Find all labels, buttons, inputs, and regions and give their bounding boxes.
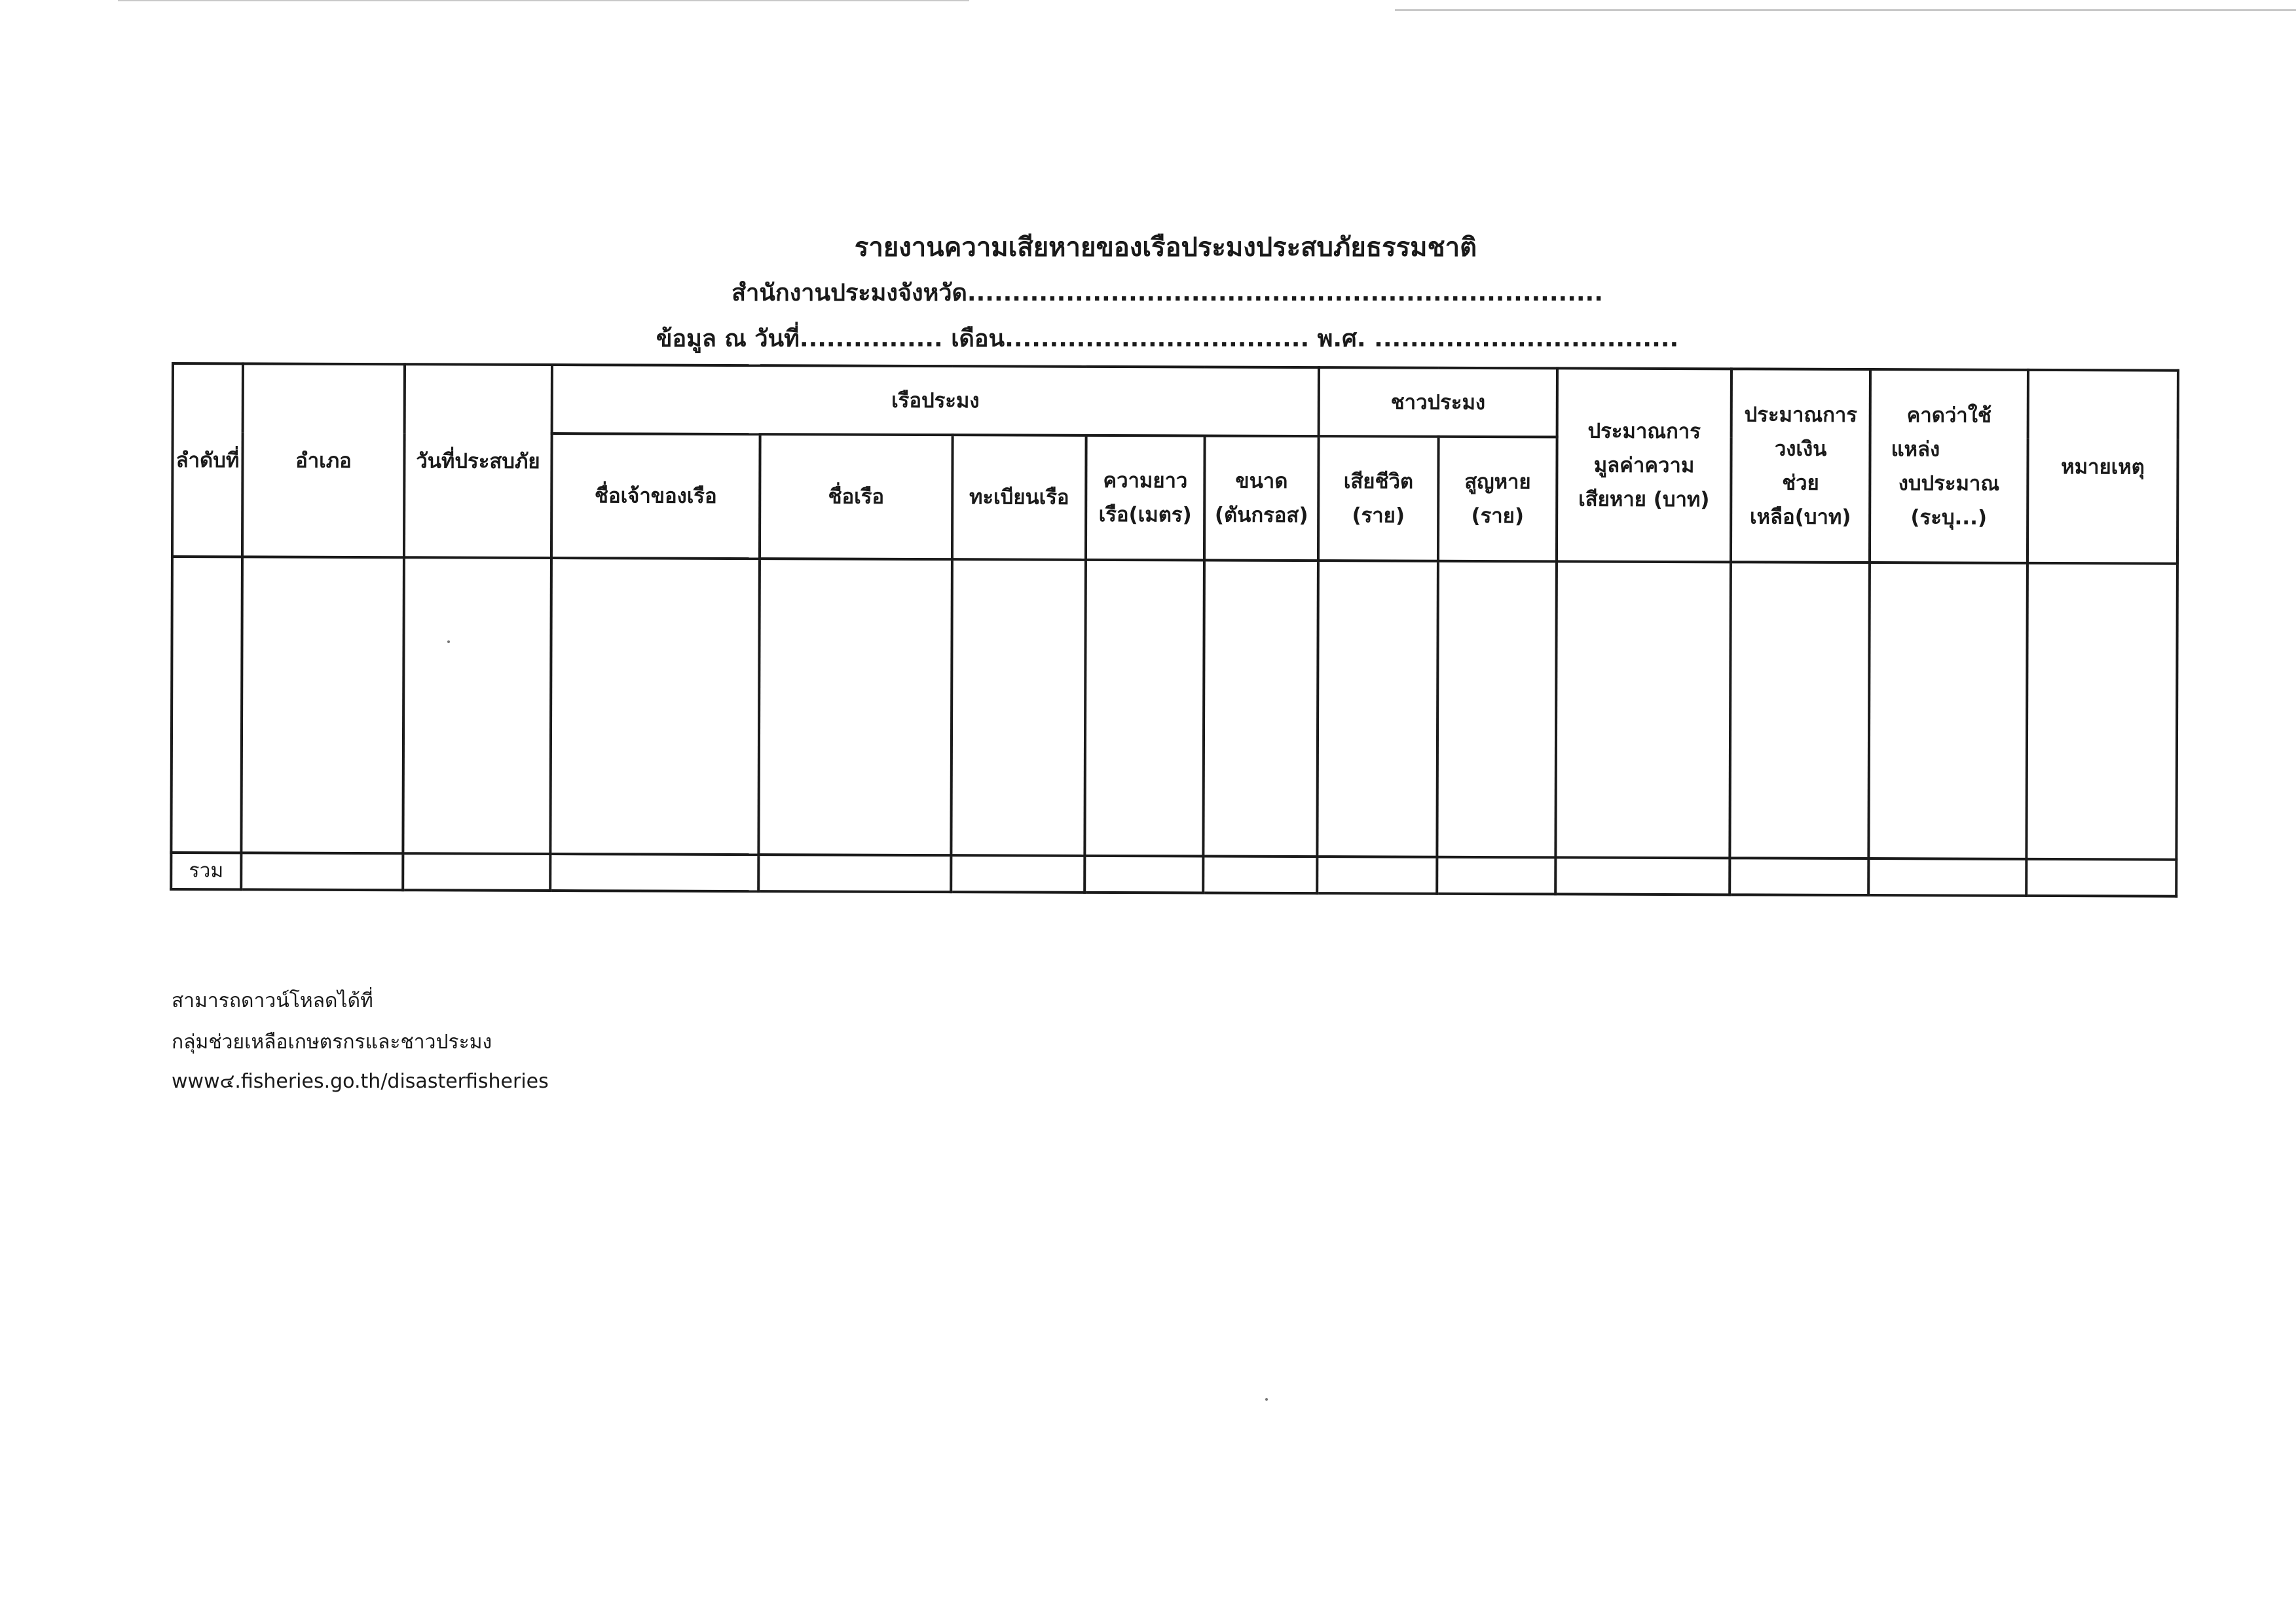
total-cell[interactable] xyxy=(951,855,1084,893)
header-damage-line3: เสียหาย (บาท) xyxy=(1578,487,1710,511)
header-boat-name: ชื่อเรือ xyxy=(760,434,953,559)
header-boat-length xyxy=(1086,435,1205,561)
cell-seq[interactable] xyxy=(171,557,242,853)
office-line: สำนักงานประมงจังหวัด....................................................................... xyxy=(731,280,1603,306)
total-cell[interactable] xyxy=(1084,856,1203,893)
header-source-line4: (ระบุ...) xyxy=(1910,505,1988,530)
header-boat-group: เรือประมง xyxy=(552,365,1319,436)
total-cell[interactable] xyxy=(1317,857,1437,894)
cell-registration[interactable] xyxy=(951,559,1086,856)
header-length-line2: เรือ(เมตร) xyxy=(1098,502,1192,527)
scan-speck xyxy=(1265,1398,1268,1401)
cell-owner-name[interactable] xyxy=(550,558,760,855)
total-cell[interactable] xyxy=(758,855,951,892)
total-row xyxy=(171,853,2176,896)
header-source-line2: แหล่ง xyxy=(1891,437,1940,461)
cell-aid-budget[interactable] xyxy=(1730,562,1870,858)
header-size-line1: ขนาด xyxy=(1235,469,1288,493)
cell-remarks[interactable] xyxy=(2026,563,2177,860)
cell-boat-size[interactable] xyxy=(1203,561,1318,857)
header-remarks: หมายเหตุ xyxy=(2028,370,2178,564)
date-line: ข้อมูล ณ วันที่................ เดือน.................................. พ.ศ. .................................. xyxy=(656,325,1679,352)
total-cell[interactable] xyxy=(1555,857,1730,895)
header-damage-value xyxy=(1557,368,1731,562)
total-cell[interactable] xyxy=(241,853,403,890)
header-missing-line1: สูญหาย xyxy=(1464,470,1531,494)
header-size-line2: (ตันกรอส) xyxy=(1214,503,1308,528)
cell-dead[interactable] xyxy=(1317,561,1438,857)
header-fisher-group: ชาวประมง xyxy=(1319,367,1557,437)
scan-artifact-line xyxy=(118,0,969,1)
total-cell[interactable] xyxy=(1203,857,1317,894)
header-damage-line1: ประมาณการ xyxy=(1587,419,1701,443)
cell-boat-name[interactable] xyxy=(758,559,952,855)
total-cell[interactable] xyxy=(1730,858,1868,895)
header-aid-line3: ช่วยเหลือ(บาท) xyxy=(1749,471,1851,529)
total-cell[interactable] xyxy=(1437,857,1555,895)
report-title: รายงานความเสียหายของเรือประมงประสบภัยธรรมชาติ xyxy=(854,232,1477,263)
download-note: สามารถดาวน์โหลดได้ที่ xyxy=(172,989,373,1012)
department-name: กลุ่มช่วยเหลือเกษตรกรและชาวประมง xyxy=(172,1031,492,1054)
header-budget-source xyxy=(1870,369,2028,563)
header-owner-name: ชื่อเจ้าของเรือ xyxy=(551,434,760,559)
cell-boat-length[interactable] xyxy=(1084,560,1204,857)
cell-budget-source[interactable] xyxy=(1868,563,2028,859)
total-cell[interactable] xyxy=(1868,858,2026,896)
download-url[interactable]: www๔.fisheries.go.th/disasterfisheries xyxy=(172,1070,549,1093)
total-cell[interactable] xyxy=(550,854,758,891)
header-dead-line2: (ราย) xyxy=(1352,504,1405,528)
header-missing-line2: (ราย) xyxy=(1471,504,1525,528)
header-length-line1: ความยาว xyxy=(1103,468,1188,493)
cell-missing[interactable] xyxy=(1437,561,1557,858)
scan-artifact-line xyxy=(1395,9,2296,11)
header-aid-line2: วงเงิน xyxy=(1774,437,1827,461)
header-boat-size xyxy=(1204,436,1319,561)
table-row xyxy=(171,557,2177,860)
header-disaster-date: วันที่ประสบภัย xyxy=(404,364,552,558)
cell-disaster-date[interactable] xyxy=(403,557,551,854)
header-source-line3: งบประมาณ xyxy=(1898,471,2000,496)
damage-report-table xyxy=(170,362,2179,898)
header-damage-line2: มูลค่าความ xyxy=(1593,453,1695,477)
header-aid-budget xyxy=(1731,369,1870,563)
total-label: รวม xyxy=(171,853,241,889)
header-dead xyxy=(1318,436,1439,561)
header-row-top xyxy=(173,363,2178,439)
header-source-line1: คาดว่าใช้ xyxy=(1906,403,1991,428)
cell-district[interactable] xyxy=(241,557,404,853)
header-missing xyxy=(1438,437,1557,562)
header-aid-line1: ประมาณการ xyxy=(1744,402,1858,427)
header-dead-line1: เสียชีวิต xyxy=(1343,470,1414,494)
scan-speck xyxy=(447,640,450,643)
header-registration: ทะเบียนเรือ xyxy=(952,435,1086,560)
cell-damage-value[interactable] xyxy=(1555,561,1731,858)
header-district: อำเภอ xyxy=(242,363,405,557)
total-cell[interactable] xyxy=(2026,859,2176,896)
total-cell[interactable] xyxy=(403,853,550,891)
header-seq: ลำดับที่ xyxy=(172,363,243,557)
